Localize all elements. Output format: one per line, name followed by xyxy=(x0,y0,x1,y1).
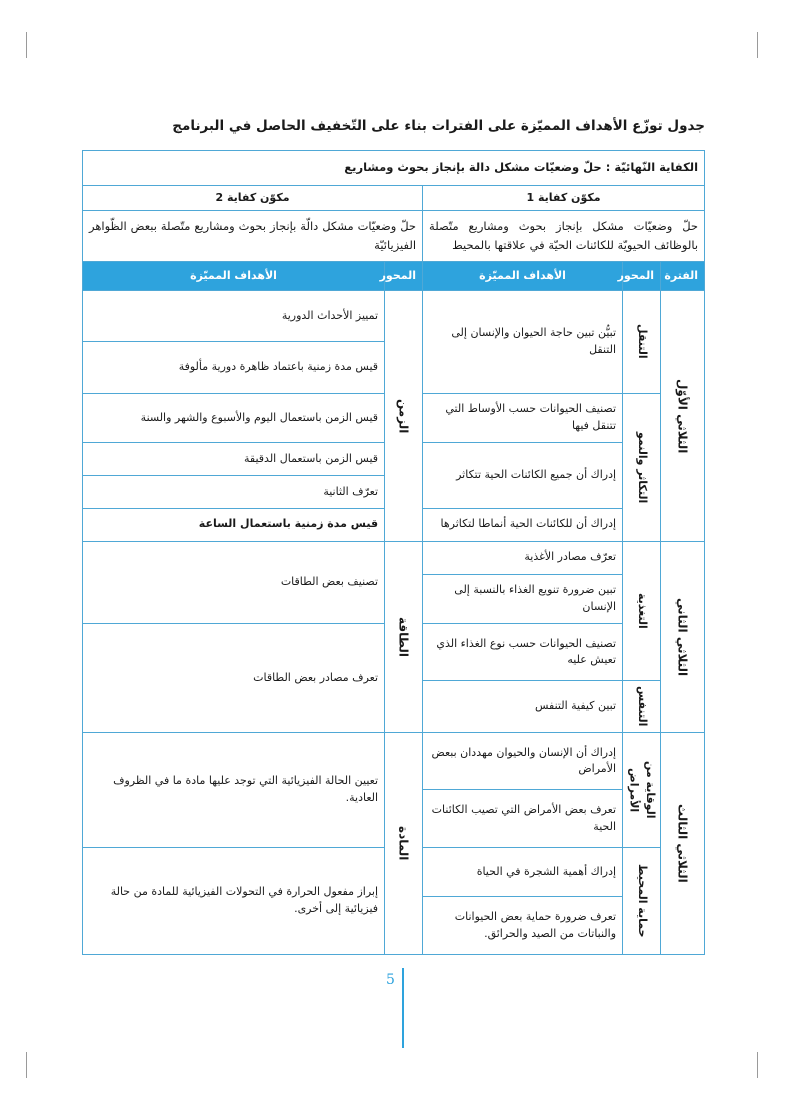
header-objectives: الأهداف المميّزة xyxy=(423,262,623,291)
table-row xyxy=(83,290,705,341)
crop-mark-top-left xyxy=(26,32,27,58)
objective-8: تبين كيفية التنفس xyxy=(423,681,623,732)
component1-text: حلّ وضعيّات مشكل بإنجاز بحوث ومشاريع متّصلة بالوظائف الحيويّة للكائنات الحيّة في علاقتها بالمحيط xyxy=(423,210,705,261)
objective-energy-1: تصنيف بعض الطاقات xyxy=(83,541,385,623)
objective-2: تصنيف الحيوانات حسب الأوساط التي تتنقل فيها xyxy=(423,393,623,442)
header-period: الفترة xyxy=(661,262,705,291)
final-competency: الكفاية النّهائيّة : حلّ وضعيّات مشكل دالة بإنجاز بحوث ومشاريع xyxy=(83,151,705,186)
period-1: الثلاثي الأوّل xyxy=(661,290,705,541)
objective-7: تصنيف الحيوانات حسب نوع الغذاء الذي تعيش عليه xyxy=(423,623,623,681)
objective-5: تعرّف مصادر الأغذية xyxy=(423,541,623,574)
axis-disease: الوقاية من الأمراض xyxy=(623,732,661,847)
axis-movement: التنقل xyxy=(623,290,661,393)
page-title: جدول توزّع الأهداف المميّزة على الفترات بناء على التّخفيف الحاصل في البرنامج xyxy=(172,118,705,134)
final-competency-row xyxy=(83,151,705,186)
objective-time-1: تمييز الأحداث الدورية xyxy=(83,290,385,341)
objective-matter-1: تعيين الحالة الفيزيائية التي توجد عليها مادة ما في الظروف العادية. xyxy=(83,732,385,847)
objective-6: تبين ضرورة تنويع الغذاء بالنسبة إلى الإنسان xyxy=(423,574,623,623)
objective-9: إدراك أن الإنسان والحيوان مهددان ببعض الأمراض xyxy=(423,732,623,790)
crop-mark-top-right xyxy=(757,32,758,58)
component2-title: مكوّن كفاية 2 xyxy=(83,185,423,210)
objective-3: إدراك أن جميع الكائنات الحية تتكاثر xyxy=(423,442,623,508)
objective-matter-2: إبراز مفعول الحرارة في التحولات الفيزيائية للمادة من حالة فيزيائية إلى أخرى. xyxy=(83,847,385,954)
table-row xyxy=(83,732,705,790)
objective-12: تعرف ضرورة حماية بعض الحيوانات والنباتات من الصيد والحرائق. xyxy=(423,897,623,955)
axis-time: الزمن xyxy=(385,290,423,541)
period-2: الثلاثي الثاني xyxy=(661,541,705,732)
axis-energy: الطاقة xyxy=(385,541,423,732)
objective-time-6: قيس مدة زمنية باستعمال الساعة xyxy=(83,508,385,541)
page-number: 5 xyxy=(386,972,395,988)
axis-reproduction: التكاثر والنمو xyxy=(623,393,661,541)
header-axis-2: المحور xyxy=(385,262,423,291)
header-objectives-2: الأهداف المميّزة xyxy=(83,262,385,291)
objective-energy-2: تعرف مصادر بعض الطاقات xyxy=(83,623,385,732)
objective-time-5: تعرّف الثانية xyxy=(83,475,385,508)
axis-nutrition: التغذية xyxy=(623,541,661,681)
component-title-row xyxy=(83,185,705,210)
objectives-table xyxy=(82,150,705,955)
objective-time-4: قيس الزمن باستعمال الدقيقة xyxy=(83,442,385,475)
objective-11: إدراك أهمية الشجرة في الحياة xyxy=(423,847,623,896)
axis-environment: حماية المحيط xyxy=(623,847,661,954)
objective-4: إدراك أن للكائنات الحية أنماطا لتكاثرها xyxy=(423,508,623,541)
page-number-rule xyxy=(402,968,404,1048)
objective-10: تعرف بعض الأمراض التي تصيب الكائنات الحية xyxy=(423,790,623,848)
component2-text: حلّ وضعيّات مشكل دالّة بإنجاز بحوث ومشاريع متّصلة ببعض الظّواهر الفيزيائيّة xyxy=(83,210,423,261)
crop-mark-bottom-right xyxy=(757,1052,758,1078)
component-text-row xyxy=(83,210,705,261)
column-header-row xyxy=(83,262,705,291)
objective-1: تبيُّن تبين حاجة الحيوان والإنسان إلى التنقل xyxy=(423,290,623,393)
crop-mark-bottom-left xyxy=(26,1052,27,1078)
header-axis: المحور xyxy=(623,262,661,291)
period-3: الثلاثي الثالث xyxy=(661,732,705,954)
axis-matter: المادة xyxy=(385,732,423,954)
objective-time-2: قيس مدة زمنية باعتماد ظاهرة دورية مألوفة xyxy=(83,342,385,393)
axis-breathing: التنفس xyxy=(623,681,661,732)
objective-time-3: قيس الزمن باستعمال اليوم والأسبوع والشهر والسنة xyxy=(83,393,385,442)
table-row xyxy=(83,541,705,574)
component1-title: مكوّن كفاية 1 xyxy=(423,185,705,210)
